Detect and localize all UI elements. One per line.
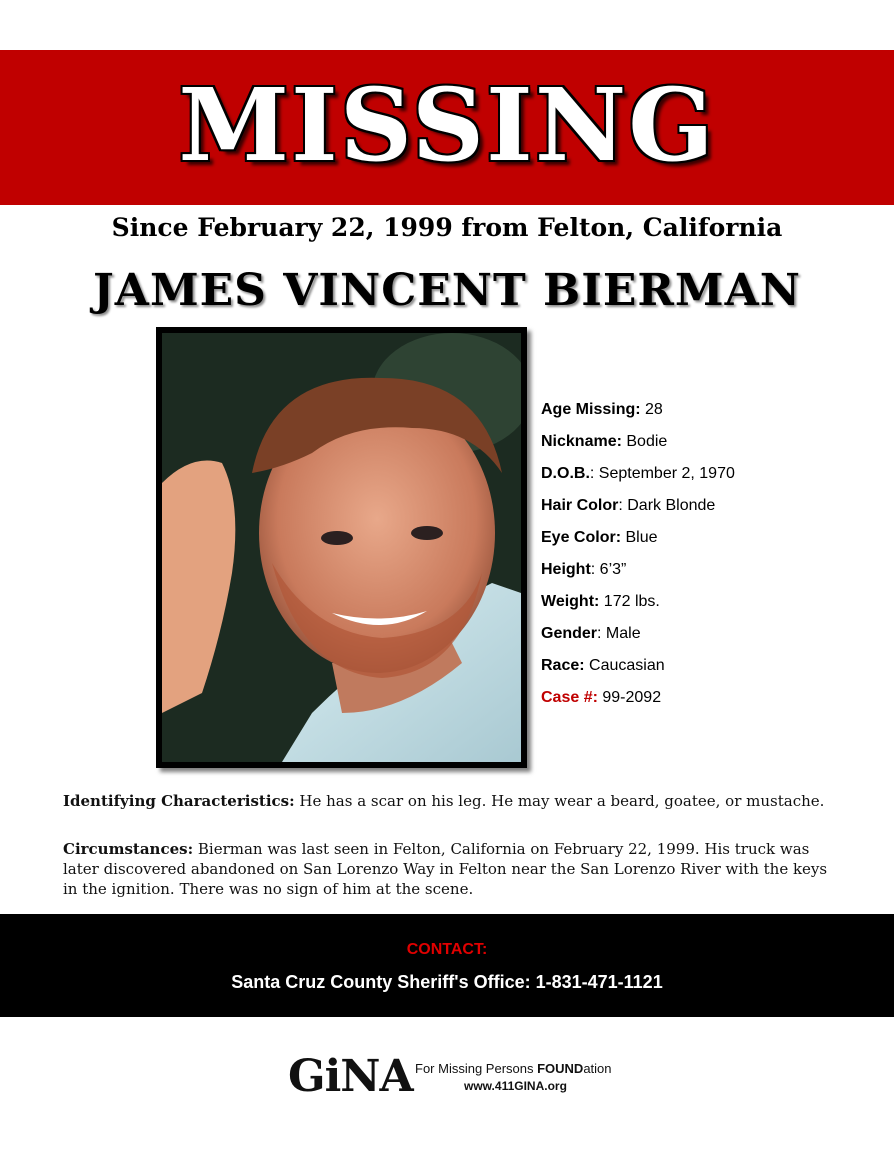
fact-label: Case #: (541, 689, 598, 706)
contact-bar (0, 914, 894, 1017)
fact-value: 28 (640, 401, 663, 418)
identifying-characteristics (63, 791, 833, 811)
fact-label: Eye Color: (541, 529, 622, 546)
fact-case-number (541, 682, 881, 714)
identifying-label: Identifying Characteristics: (63, 792, 295, 810)
fact-value: : Male (597, 625, 641, 642)
fact-gender (541, 618, 881, 650)
person-name: JAMES VINCENT BIERMAN (92, 265, 801, 316)
fact-value: Blue (621, 529, 658, 546)
contact-label: CONTACT: (406, 941, 488, 958)
fact-value: : September 2, 1970 (589, 465, 735, 482)
identifying-text: He has a scar on his leg. He may wear a beard, goatee, or mustache. (294, 792, 825, 810)
gina-url: www.411GINA.org (464, 1079, 567, 1093)
fact-dob (541, 458, 881, 490)
fact-height (541, 554, 881, 586)
person-photo (162, 333, 521, 762)
fact-label: D.O.B. (541, 465, 590, 482)
fact-value: Caucasian (584, 657, 665, 674)
fact-value: : Dark Blonde (618, 497, 716, 514)
missing-title: MISSING (178, 66, 716, 184)
gina-logo (288, 1052, 628, 1102)
fact-label: Race: (541, 657, 585, 674)
gina-tagline (415, 1061, 612, 1077)
portrait-illustration (162, 333, 521, 762)
fact-hair-color (541, 490, 881, 522)
gina-logo-mark: GiNA (288, 1051, 413, 1102)
fact-label: Weight: (541, 593, 600, 610)
tagline-suffix: ation (583, 1061, 612, 1076)
fact-label: Gender (541, 625, 598, 642)
tagline-prefix: For Missing Persons (415, 1061, 538, 1076)
circumstances-text: Bierman was last seen in Felton, California on February 22, 1999. His truck was later discovered abandoned on San Lorenzo Way in Felton near the San Lorenzo River with the keys in the ignition. There was no sign of him at the scene. (63, 840, 828, 898)
fact-value: 99-2092 (597, 689, 662, 706)
fact-label: Hair Color (541, 497, 619, 514)
fact-label: Age Missing: (541, 401, 641, 418)
missing-since-subtitle: Since February 22, 1999 from Felton, California (111, 213, 783, 242)
fact-weight (541, 586, 881, 618)
circumstances-label: Circumstances: (63, 840, 194, 858)
circumstances (63, 839, 833, 899)
photo-frame (156, 327, 527, 768)
person-facts-list (541, 394, 881, 714)
fact-label: Nickname: (541, 433, 622, 450)
fact-value: : 6’3” (590, 561, 627, 578)
contact-phone: Santa Cruz County Sheriff's Office: 1-831-471-1121 (231, 972, 663, 992)
fact-age-missing (541, 394, 881, 426)
fact-nickname (541, 426, 881, 458)
tagline-emphasis: FOUND (537, 1061, 584, 1076)
fact-race (541, 650, 881, 682)
fact-eye-color (541, 522, 881, 554)
fact-value: Bodie (621, 433, 668, 450)
fact-label: Height (541, 561, 591, 578)
fact-value: 172 lbs. (599, 593, 660, 610)
